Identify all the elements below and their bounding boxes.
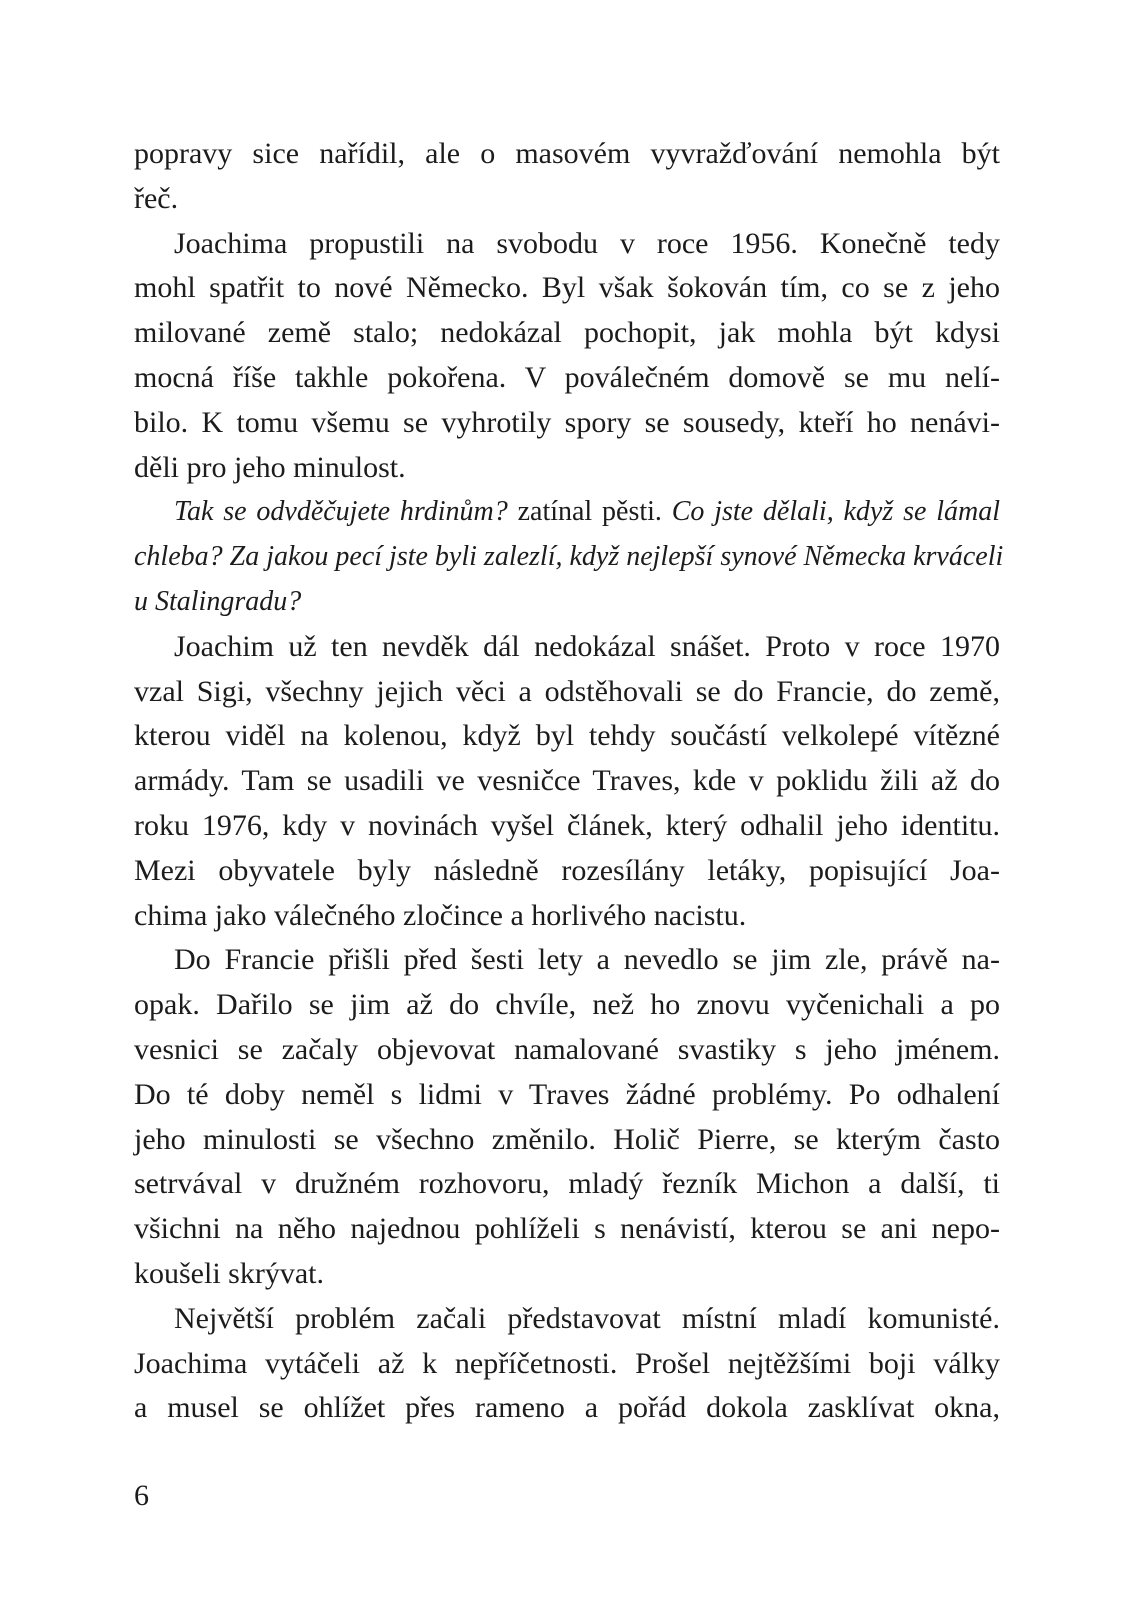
text-line: u Stalingradu? <box>134 585 302 617</box>
text-line: Mezi obyvatele byly následně rozesílány letáky, popisující Joa- <box>134 853 1000 887</box>
text-line: mocná říše takhle pokořena. V poválečném domově se mu nelí- <box>134 360 1000 394</box>
text-line: milované země stalo; nedokázal pochopit, jak mohla být kdysi <box>134 316 1000 350</box>
narration-text: zatínal pěsti. <box>507 496 672 528</box>
paragraph <box>134 625 1000 939</box>
italic-quote-paragraph <box>134 490 1004 624</box>
paragraph <box>134 938 1000 1296</box>
text-line: jeho minulosti se všechno změnilo. Holič Pierre, se kterým často <box>134 1122 1000 1156</box>
text-line: opak. Dařilo se jim až do chvíle, než ho znovu vyčenichali a po <box>134 988 1000 1022</box>
italic-quote: Co jste dělali, když se lámal <box>671 496 1000 528</box>
text-line: roku 1976, kdy v novinách vyšel článek, který odhalil jeho identitu. <box>134 808 1000 842</box>
text-line: Do Francie přišli před šesti lety a nevedlo se jim zle, právě na- <box>174 943 1000 977</box>
page-number: 6 <box>134 1479 149 1512</box>
paragraph <box>134 1297 1000 1431</box>
text-line: koušeli skrývat. <box>134 1256 324 1290</box>
text-line: vzal Sigi, všechny jejich věci a odstěhovali se do Francie, do země, <box>134 674 1000 708</box>
italic-quote: Tak se odvděčujete hrdinům? <box>174 496 508 528</box>
text-line: mohl spatřit to nové Německo. Byl však šokován tím, co se z jeho <box>134 271 1000 305</box>
text-line: Joachim už ten nevděk dál nedokázal snášet. Proto v roce 1970 <box>174 629 1000 663</box>
text-line: Do té doby neměl s lidmi v Traves žádné problémy. Po odhalení <box>134 1077 1000 1111</box>
text-line: armády. Tam se usadili ve vesničce Traves, kde v poklidu žili až do <box>134 764 1000 798</box>
text-line: vesnici se začaly objevovat namalované svastiky s jeho jménem. <box>134 1032 1000 1066</box>
body-text <box>134 132 1004 1431</box>
text-line: bilo. K tomu všemu se vyhrotily spory se sousedy, kteří ho nenávi- <box>134 405 1000 439</box>
text-line: Joachima vytáčeli až k nepříčetnosti. Prošel nejtěžšími boji války <box>134 1346 1000 1380</box>
text-line: řeč. <box>134 181 179 215</box>
text-line: setrvával v družném rozhovoru, mladý řezník Michon a další, ti <box>134 1167 1000 1201</box>
text-line: děli pro jeho minulost. <box>134 450 406 484</box>
text-line: chleba? Za jakou pecí jste byli zalezlí, když nejlepší synové Německa krváceli <box>134 541 1004 573</box>
text-line: všichni na něho najednou pohlíželi s nenávistí, kterou se ani nepo- <box>134 1212 1000 1246</box>
text-line: a musel se ohlížet přes rameno a pořád dokola zasklívat okna, <box>134 1391 1000 1425</box>
paragraph <box>134 222 1000 491</box>
text-line: Největší problém začali představovat místní mladí komunisté. <box>174 1301 1000 1335</box>
text-line: Joachima propustili na svobodu v roce 1956. Konečně tedy <box>174 226 1000 260</box>
paragraph <box>134 132 1000 222</box>
text-line: chima jako válečného zločince a horlivého nacistu. <box>134 898 747 932</box>
text-line: kterou viděl na kolenou, když byl tehdy součástí velkolepé vítězné <box>134 719 1000 753</box>
text-line <box>134 490 1000 535</box>
text-line: popravy sice nařídil, ale o masovém vyvražďování nemohla být <box>134 137 1000 170</box>
